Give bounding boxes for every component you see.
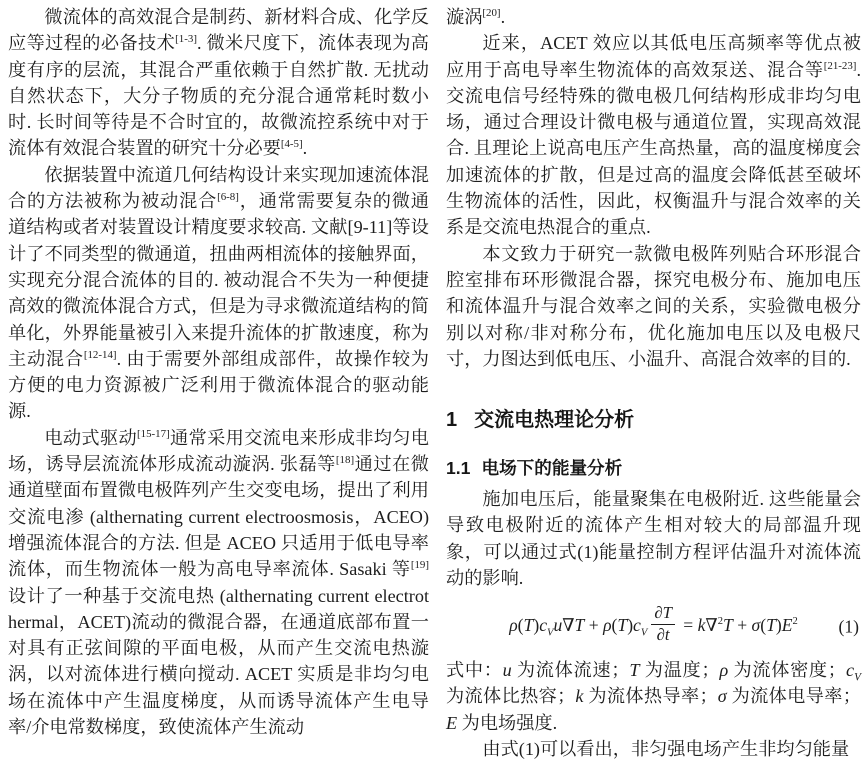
section-1-number: 1 — [446, 409, 458, 432]
fraction-denominator: ∂t — [651, 624, 675, 644]
math-token: c — [633, 615, 641, 636]
text-segment: 由式(1)可以看出，非匀强电场产生非均匀能量 — [482, 739, 850, 760]
paper-objective-paragraph — [446, 241, 861, 372]
equation-1-body — [509, 604, 798, 650]
text-segment: c — [845, 660, 855, 681]
section-1-1-title: 电场下的能量分析 — [481, 458, 623, 479]
citation-ref: [12-14] — [83, 348, 117, 361]
math-token: c — [539, 615, 547, 636]
text-segment: ρ — [719, 660, 729, 681]
text-segment: u — [502, 660, 512, 681]
section-1-1-number: 1.1 — [446, 458, 471, 479]
math-superscript: 2 — [792, 616, 798, 628]
citation-ref: [4-5] — [280, 138, 303, 151]
math-subscript: V — [547, 627, 554, 639]
citation-ref: [1-3] — [175, 33, 197, 46]
text-segment: 为流体电导率； — [726, 686, 861, 707]
fraction — [651, 604, 675, 644]
math-token: T — [723, 615, 733, 636]
section-1-heading — [446, 407, 861, 433]
text-segment: 近来，ACET 效应以其低电压高频率等优点被应用于高电导率生物流体的高效泵送、混合等 — [446, 33, 861, 80]
text-segment: 为流体热导率； — [583, 686, 718, 707]
math-token: u — [553, 615, 563, 636]
text-segment: . — [500, 7, 506, 27]
text-segment: . 微米尺度下，流体表现为高度有序的层流，其混合严重依赖于自然扩散. 无扰动自然状态下，大分子物质的充分混合通常耗时数小时. 长时间等待是不合时宜的，故微流控系统中对于流体有效混合装置的研究十分必要 — [8, 33, 429, 159]
passive-mixing-paragraph — [8, 162, 429, 425]
math-token: ( — [760, 615, 767, 636]
equation-1-number: (1) — [838, 616, 859, 637]
math-token: ∇ — [705, 615, 718, 636]
citation-ref: [21-23] — [823, 59, 857, 72]
text-segment: 电动式驱动 — [44, 427, 137, 448]
citation-ref: [19] — [410, 559, 429, 572]
math-token: T — [574, 615, 585, 636]
text-segment: ，通常需要复杂的微通道结构或者对装置设计精度要求较高. 文献[9-11]等设计了不同类型的微通道，扭曲两相流体的接触界面，实现充分混合流体的目的. 被动混合不失为一种便捷高效的微流体混合方式，但是为寻求微流道结构的简单化，外界能量被引入来提升流体的扩散速度，称为主动混合 — [8, 191, 429, 369]
math-token: ( — [517, 615, 524, 636]
citation-ref: [15-17] — [137, 427, 170, 440]
text-segment: . 交流电信号经特殊的微电极几何结构形成非均匀电场，通过合理设计微电极与通道位置，实现高效混合. 且理论上说高电压产生高热量，高的温度梯度会加速流体的扩散，但是过高的温度会降低甚至破坏生物流体的活性，因此，权衡温升与混合效率的关系是交流电热混合的重点. — [446, 59, 861, 238]
math-token: σ — [751, 615, 761, 636]
math-token: ρ — [509, 615, 518, 636]
text-segment: 施加电压后，能量聚集在电极附近. 这些能量会导致电极附近的流体产生相对较大的局部温升现象，可以通过式(1)能量控制方程评估温升对流体流动的影响. — [446, 489, 861, 589]
math-token: = — [678, 615, 698, 636]
math-token: + — [732, 615, 752, 636]
energy-analysis-paragraph — [446, 486, 861, 591]
text-segment: T — [629, 660, 640, 681]
text-segment: 设计了一种基于交流电热 (althernating current electrothermal，ACET)流动的微混合器，在通道底部布置一对具有正弦间隙的平面电极，从而产生交流电热漩涡，以对流体进行横向搅动. ACET 实质是非均匀电场在流体中产生温度梯度，从而诱导流体产生电导率/介电常数梯度，致使流体产生流动 — [8, 585, 429, 738]
continuation-paragraph — [446, 4, 861, 30]
text-segment: 为电场强度. — [457, 712, 558, 733]
variable-definitions-paragraph — [446, 657, 861, 736]
equation-1 — [446, 604, 861, 650]
fraction-numerator: ∂T — [654, 603, 672, 623]
section-1-title: 交流电热理论分析 — [474, 409, 635, 432]
text-segment: 微流体的高效混合是制药、新材料合成、化学反应等过程的必备技术 — [8, 7, 429, 54]
left-column — [8, 4, 429, 740]
text-segment: 漩涡 — [446, 7, 483, 27]
intro-paragraph — [8, 4, 429, 162]
math-token: ) — [627, 615, 634, 636]
math-token: ) — [775, 615, 782, 636]
text-segment: 为流体比热容； — [446, 686, 576, 707]
text-segment: 为流体密度； — [728, 660, 846, 681]
closing-line-paragraph — [446, 736, 861, 762]
math-superscript: 2 — [717, 616, 723, 628]
text-segment: . 由于需要外部组成部件，故操作较为方便的电力资源被广泛利用于微流体混合的驱动能源. — [8, 348, 429, 422]
citation-ref: [20] — [482, 6, 501, 19]
text-segment: 为温度； — [639, 660, 720, 681]
math-token: k — [697, 615, 706, 636]
text-segment: 本文致力于研究一款微电极阵列贴合环形混合腔室排布环形微混合器，探究电极分布、施加电压和流体温升与混合效率之间的关系，实验微电极分别以对称/非对称分布，优化施加电压以及电极尺寸，力图达到低电压、小温升、高混合效率的目的. — [446, 243, 861, 369]
math-token: ∇ — [562, 615, 575, 636]
section-1-1-heading — [446, 456, 861, 480]
math-token: + — [584, 615, 604, 636]
text-segment: E — [446, 712, 458, 733]
text-segment: σ — [717, 686, 727, 707]
math-token: ) — [533, 615, 540, 636]
subscript: V — [854, 671, 861, 684]
text-segment: k — [575, 686, 584, 707]
math-token: T — [766, 615, 776, 636]
text-segment: 通常采用交流电来形成非均匀电场，诱导层流流体形成流动漩涡. 张磊等 — [8, 427, 429, 475]
math-token: T — [617, 615, 628, 636]
math-token: ρ — [603, 615, 612, 636]
text-segment: 为流体流速； — [511, 660, 630, 681]
math-token: ( — [611, 615, 618, 636]
text-segment: . — [302, 138, 308, 159]
math-token: T — [523, 615, 534, 636]
citation-ref: [6-8] — [217, 191, 239, 204]
text-segment: 依据装置中流道几何结构设计来实现加速流体混合的方法被称为被动混合 — [8, 164, 429, 212]
text-segment: 通过在微通道壁面布置微电极阵列产生交变电场，提出了利用交流电渗 (althernating current electroosmosis，ACEO)增强流体混合的方法. 但是 ACEO 只适用于低电导率流体，而生物流体一般为高电导率流体. Sasaki 等 — [8, 454, 429, 580]
citation-ref: [18] — [335, 453, 355, 466]
text-segment: 式中： — [446, 660, 503, 681]
right-column — [446, 4, 861, 762]
math-subscript: V — [640, 627, 648, 639]
acet-advantages-paragraph — [446, 30, 861, 240]
electrokinetic-paragraph — [8, 425, 429, 741]
math-token: E — [781, 615, 793, 636]
